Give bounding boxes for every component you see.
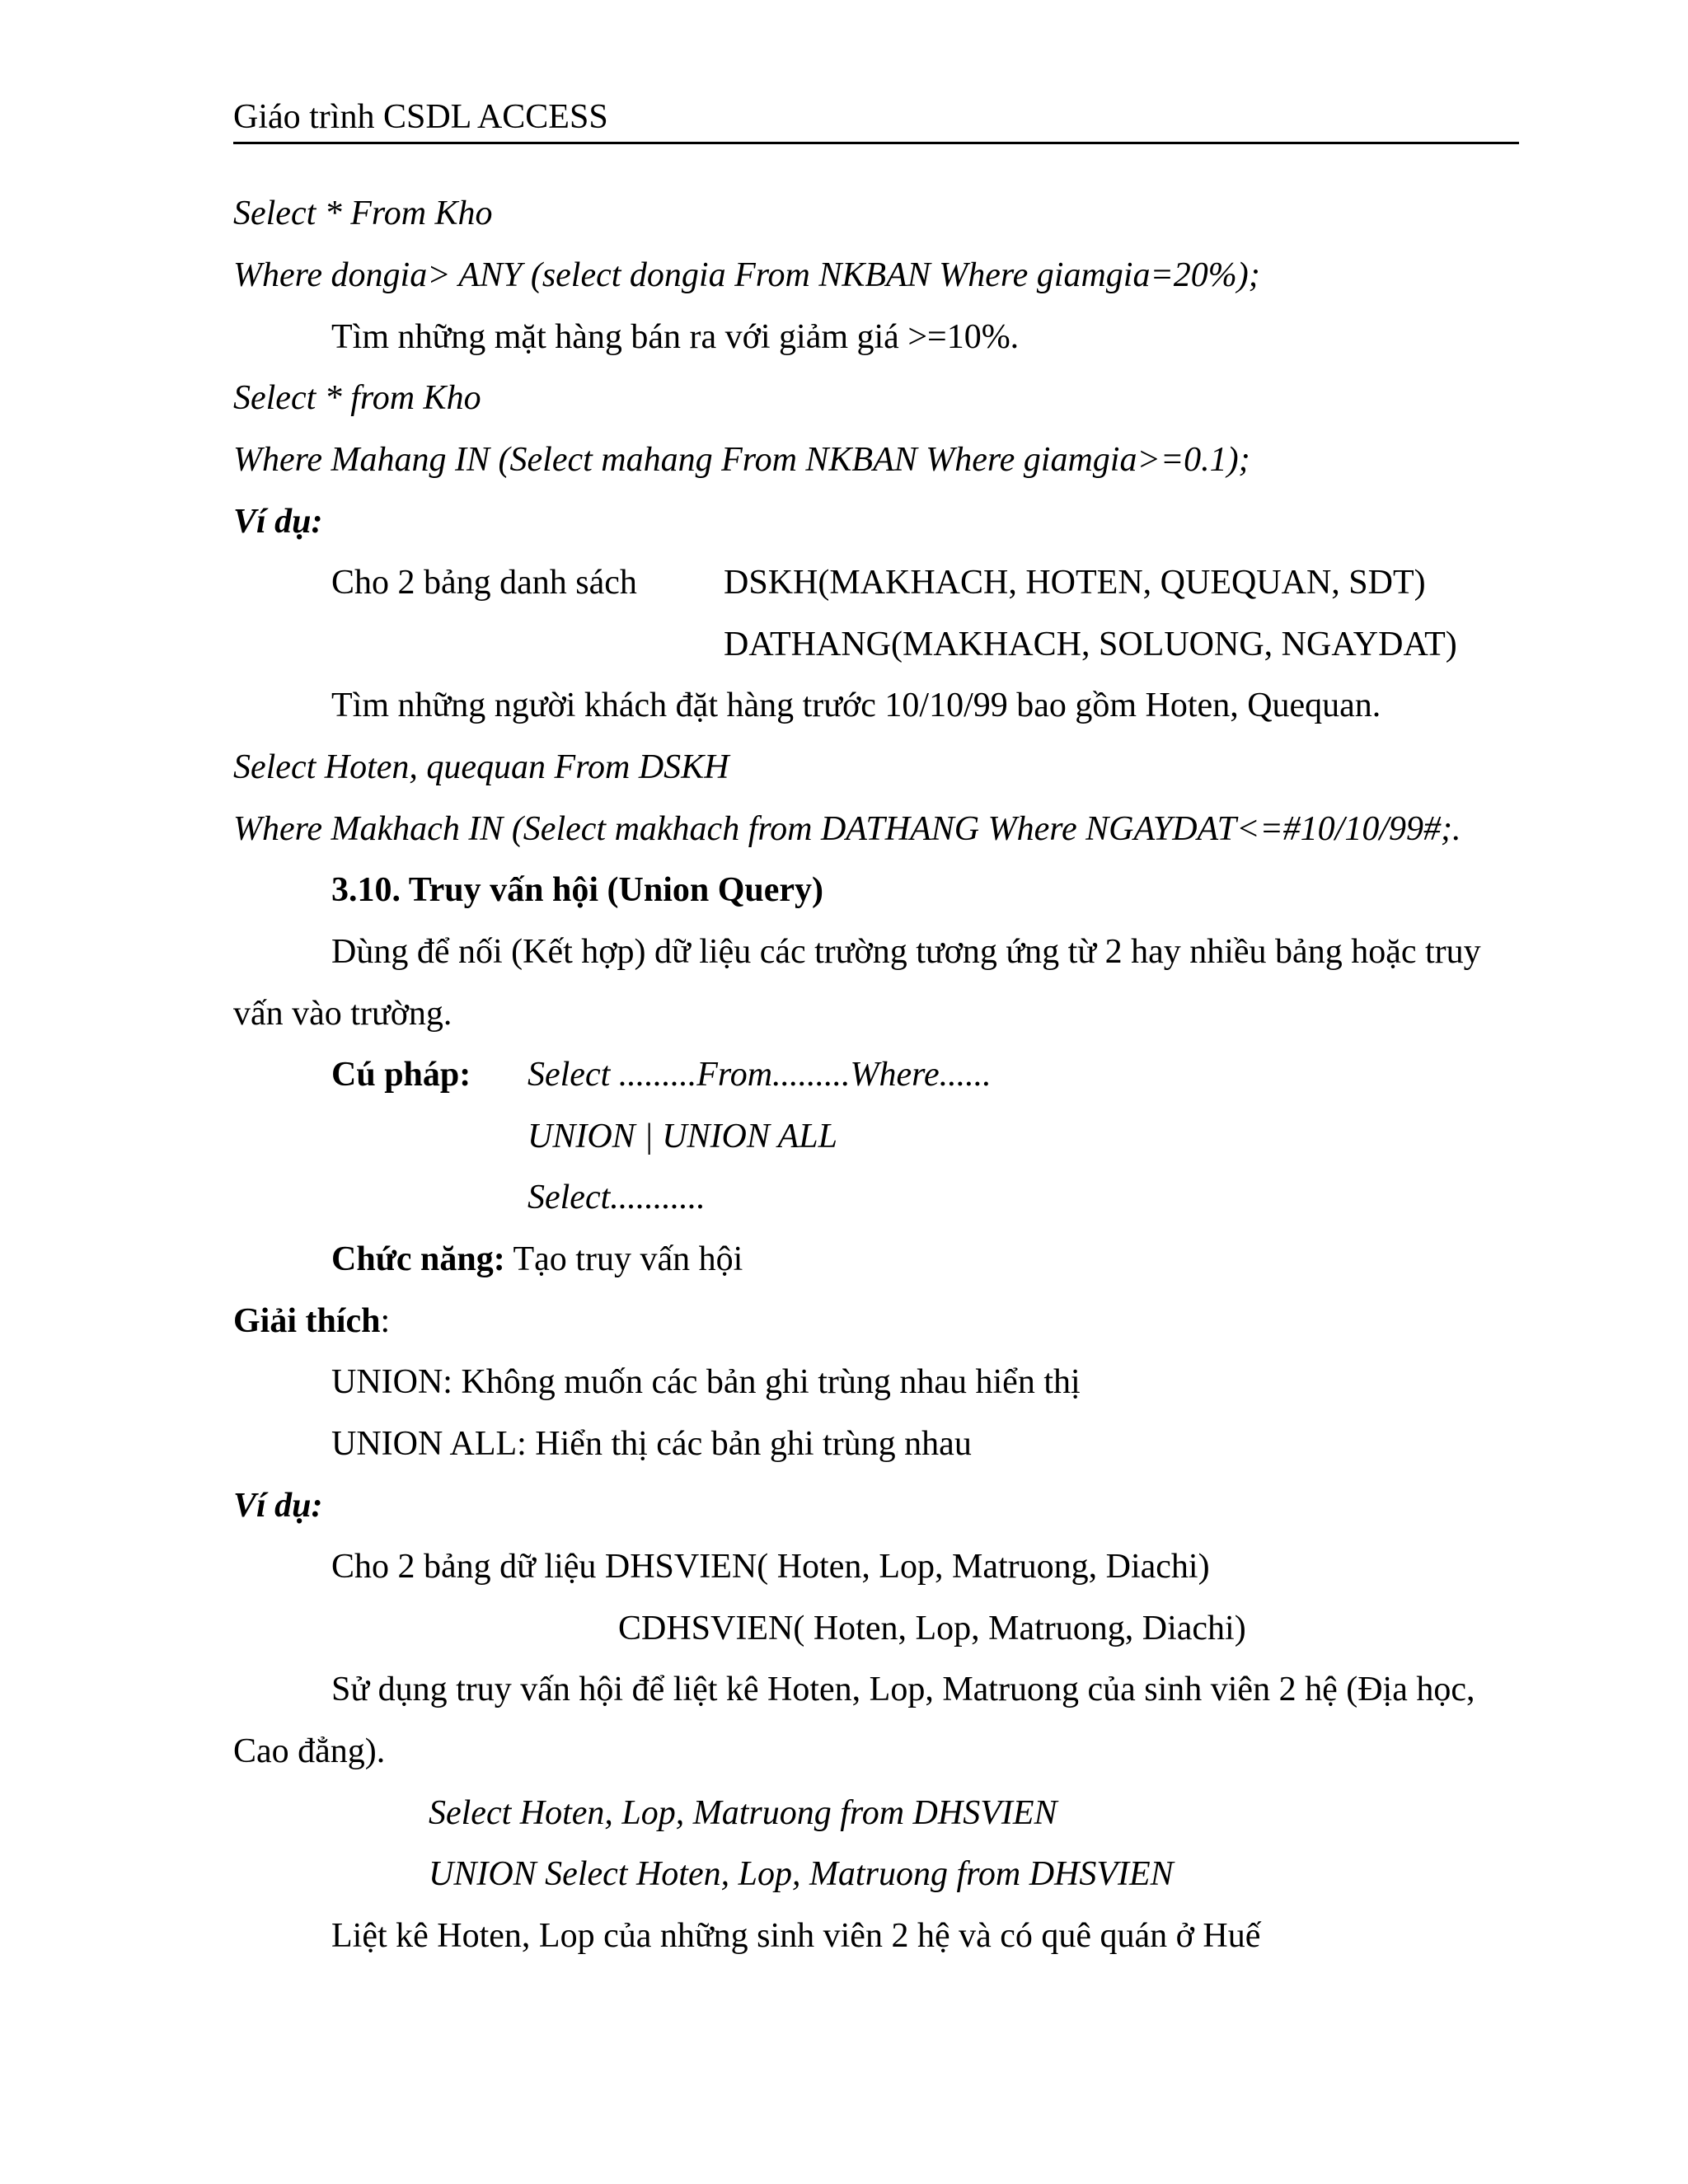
syntax-line: Select........... [528,1179,706,1216]
syntax-label: Cú pháp: [331,1056,471,1094]
paragraph: Cho 2 bảng danh sách [331,564,637,602]
paragraph: Liệt kê Hoten, Lop của những sinh viên 2 hệ và có quê quán ở Huế [331,1917,1261,1955]
paragraph: Cao đẳng). [233,1732,386,1770]
paragraph: Tìm những mặt hàng bán ra với giảm giá >=10%. [331,318,1020,356]
sql-line: Select Hoten, quequan From DSKH [233,748,729,786]
sql-line: Select Hoten, Lop, Matruong from DHSVIEN [429,1794,1057,1832]
syntax-line: UNION | UNION ALL [528,1118,838,1155]
sql-line: Select * From Kho [233,194,493,232]
sql-line: Where Makhach IN (Select makhach from DATHANG Where NGAYDAT<=#10/10/99#;. [233,810,1461,848]
paragraph: UNION ALL: Hiển thị các bản ghi trùng nhau [331,1425,972,1463]
function-label: Chức năng: [331,1240,505,1278]
table-schema: DATHANG(MAKHACH, SOLUONG, NGAYDAT) [724,626,1457,663]
function-text: Tạo truy vấn hội [504,1240,743,1278]
sql-line: Where Mahang IN (Select mahang From NKBAN Where giamgia>=0.1); [233,441,1250,479]
sql-line: Select * from Kho [233,379,481,417]
sql-line: UNION Select Hoten, Lop, Matruong from DHSVIEN [429,1855,1174,1893]
paragraph: Tìm những người khách đặt hàng trước 10/10/99 bao gồm Hoten, Quequan. [331,687,1381,724]
explanation-heading [233,1301,390,1342]
section-heading: 3.10. Truy vấn hội (Union Query) [331,871,824,909]
table-schema: DSKH(MAKHACH, HOTEN, QUEQUAN, SDT) [724,564,1426,602]
example-heading: Ví dụ: [233,1487,323,1525]
sql-line: Where dongia> ANY (select dongia From NKBAN Where giamgia=20%); [233,256,1260,294]
paragraph: Sử dụng truy vấn hội để liệt kê Hoten, Lop, Matruong của sinh viên 2 hệ (Địa học, [331,1671,1475,1708]
paragraph: Dùng để nối (Kết hợp) dữ liệu các trường tương ứng từ 2 hay nhiều bảng hoặc truy [331,933,1481,971]
function-line [331,1239,743,1280]
table-schema: CDHSVIEN( Hoten, Lop, Matruong, Diachi) [618,1610,1246,1647]
explanation-colon: : [380,1302,391,1340]
syntax-line: Select .........From.........Where...... [528,1056,992,1094]
example-heading: Ví dụ: [233,503,323,541]
paragraph: UNION: Không muốn các bản ghi trùng nhau hiển thị [331,1363,1081,1401]
page-header: Giáo trình CSDL ACCESS [233,97,1519,144]
paragraph: vấn vào trường. [233,995,452,1033]
paragraph: Cho 2 bảng dữ liệu DHSVIEN( Hoten, Lop, Matruong, Diachi) [331,1548,1210,1586]
explanation-label: Giải thích [233,1302,381,1340]
